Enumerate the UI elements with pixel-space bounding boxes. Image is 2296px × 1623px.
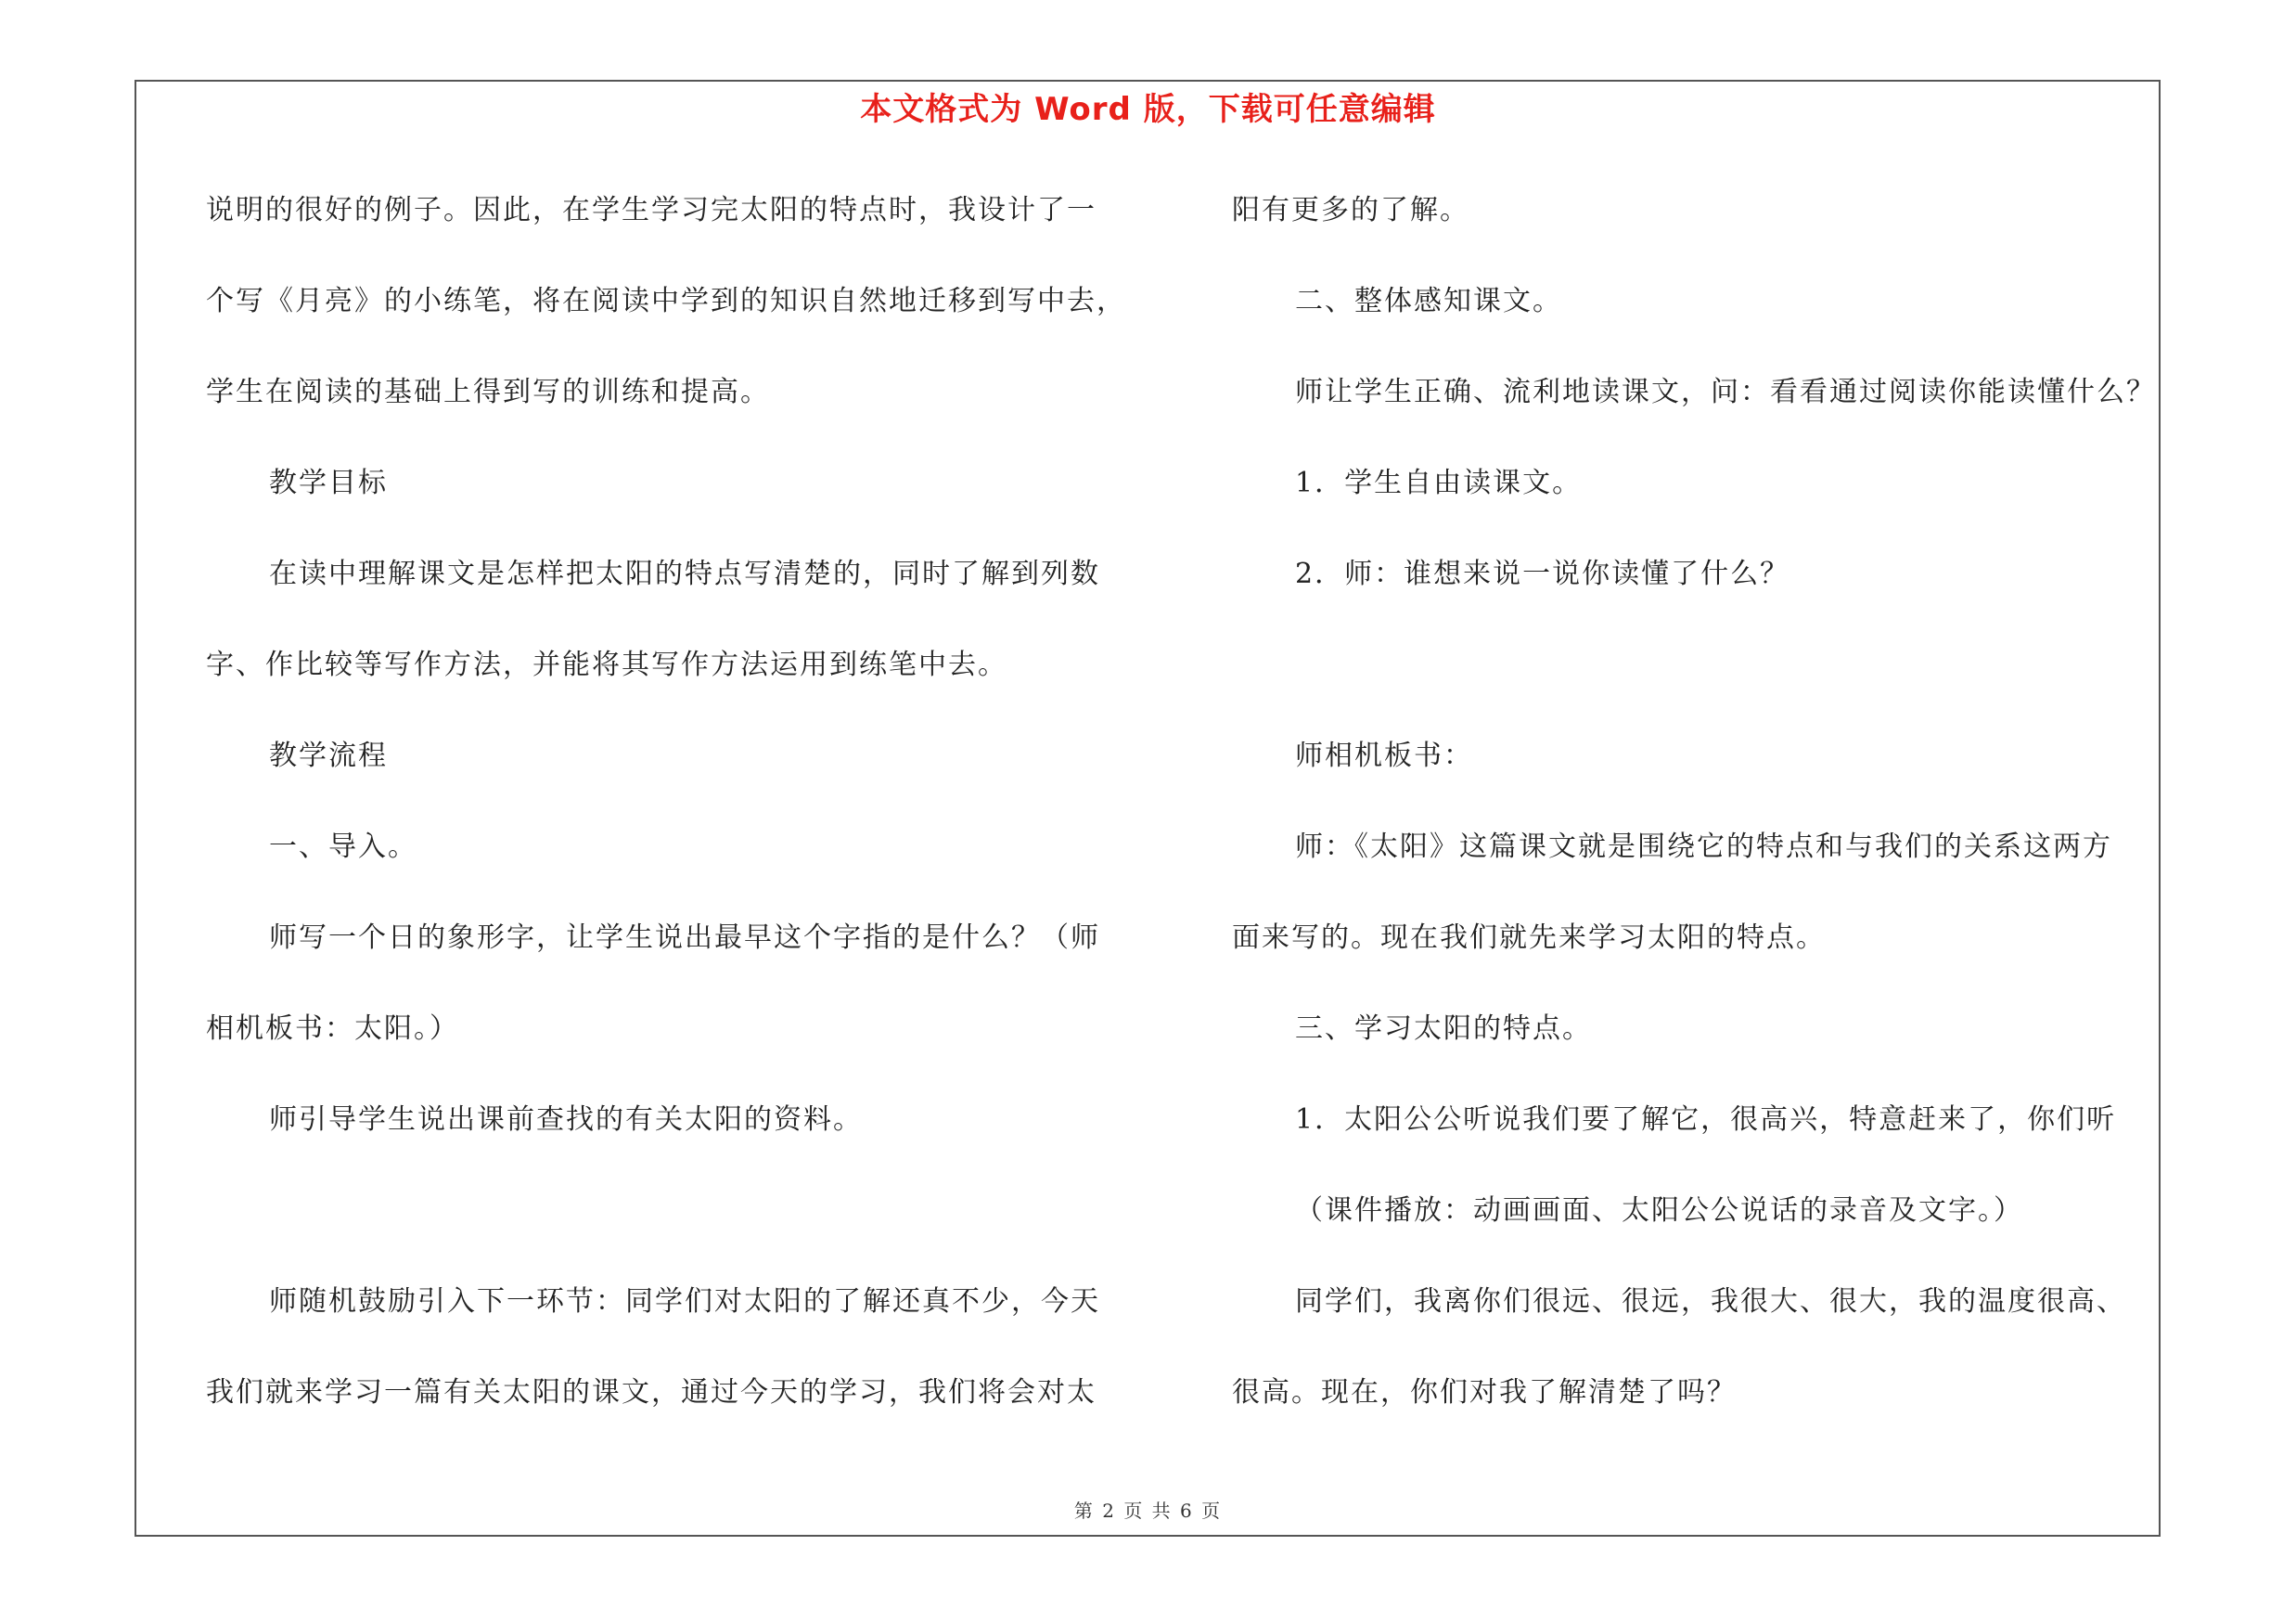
text-line: 师让学生正确、流利地读课文，问：看看通过阅读你能读懂什么？ [1295,376,2156,408]
text-line: 一、导入。 [269,831,417,863]
text-line: 师写一个日的象形字，让学生说出最早这个字指的是什么？（师 [269,921,1100,954]
page-number-footer: 第 2 页 共 6 页 [1073,1500,1223,1522]
text-line: 面来写的。现在我们就先来学习太阳的特点。 [1232,921,1826,954]
text-line: 1．太阳公公听说我们要了解它，很高兴，特意赶来了，你们听 [1295,1103,2117,1136]
text-line: 师随机鼓励引入下一环节：同学们对太阳的了解还真不少，今天 [269,1285,1100,1318]
text-line: 三、学习太阳的特点。 [1295,1012,1592,1045]
text-line: （课件播放：动画画面、太阳公公说话的录音及文字。） [1295,1194,2023,1227]
text-line: 教学流程 [269,740,388,772]
text-line: 师相机板书： [1295,740,1473,772]
text-line: 师：《太阳》这篇课文就是围绕它的特点和与我们的关系这两方 [1295,831,2112,863]
text-line: 我们就来学习一篇有关太阳的课文，通过今天的学习，我们将会对太 [206,1376,1097,1409]
text-line: 同学们，我离你们很远、很远，我很大、很大，我的温度很高、 [1295,1285,2126,1318]
text-line: 个写《月亮》的小练笔，将在阅读中学到的知识自然地迁移到写中去， [206,285,1126,317]
text-line: 师引导学生说出课前查找的有关太阳的资料。 [269,1103,863,1136]
text-line: 相机板书：太阳。） [206,1012,459,1045]
text-line [206,1182,1128,1273]
text-line: 二、整体感知课文。 [1295,285,1562,317]
text-line [1232,637,2160,728]
text-line: 学生在阅读的基础上得到写的训练和提高。 [206,376,770,408]
text-line: 在读中理解课文是怎样把太阳的特点写清楚的，同时了解到列数 [269,558,1100,590]
text-line: 很高。现在，你们对我了解清楚了吗？ [1232,1376,1737,1409]
text-line: 教学目标 [269,467,388,499]
text-line: 阳有更多的了解。 [1232,194,1469,226]
right-text-column [1232,182,2160,1455]
format-banner: 本文格式为 Word 版，下载可任意编辑 [860,91,1436,128]
text-line: 说明的很好的例子。因此，在学生学习完太阳的特点时，我设计了一 [206,194,1097,226]
text-line: 字、作比较等写作方法，并能将其写作方法运用到练笔中去。 [206,649,1007,681]
left-text-column [206,182,1128,1455]
text-line: 2．师：谁想来说一说你读懂了什么？ [1295,558,1790,590]
text-line: 1．学生自由读课文。 [1295,467,1583,499]
